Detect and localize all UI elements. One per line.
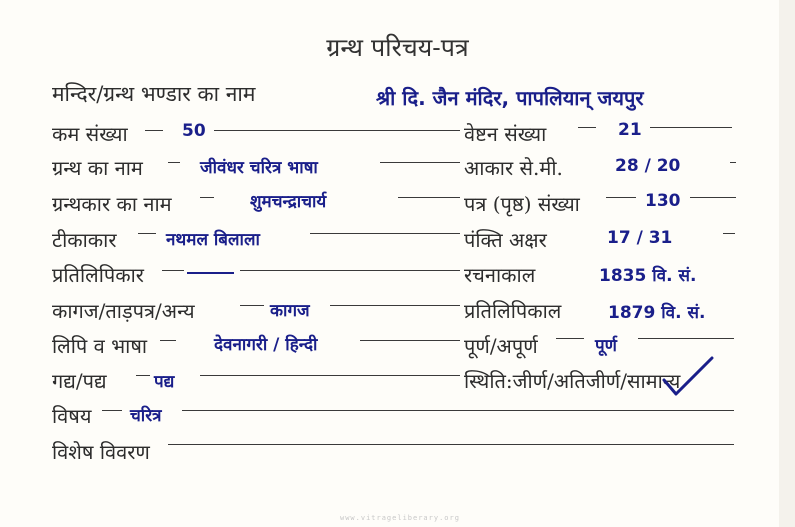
serial-no-value: 50 — [182, 121, 206, 141]
material-label: कागज/ताड़पत्र/अन्य — [52, 299, 195, 323]
copy-period-value: 1879 वि. सं. — [608, 303, 706, 323]
commentator-label: टीकाकार — [52, 228, 117, 252]
copier-label: प्रतिलिपिकार — [52, 263, 144, 287]
temple-label: मन्दिर/ग्रन्थ भण्डार का नाम — [52, 82, 256, 106]
commentator-line-b — [310, 233, 460, 234]
size-label: आकार से.मी. — [464, 156, 563, 180]
completeness-line-b — [638, 338, 734, 339]
author-line-a — [200, 197, 214, 198]
size-value: 28 / 20 — [615, 156, 681, 176]
completeness-value: पूर्ण — [595, 336, 617, 356]
serial-no-line-a — [145, 130, 163, 131]
book-name-label: ग्रन्थ का नाम — [52, 156, 143, 180]
subject-label: विषय — [52, 404, 92, 428]
material-value: कागज — [270, 301, 310, 321]
pages-label: पत्र (पृष्ठ) संख्या — [464, 192, 580, 216]
book-name-value: जीवंधर चरित्र भाषा — [200, 158, 318, 178]
temple-value: श्री दि. जैन मंदिर, पापलियान् जयपुर — [376, 86, 644, 110]
lines-letters-value: 17 / 31 — [607, 228, 673, 248]
copier-blank-dash — [187, 272, 234, 274]
material-line-b — [330, 305, 460, 306]
author-line-b — [398, 197, 460, 198]
script-language-line-b — [360, 340, 460, 341]
script-language-value: देवनागरी / हिन्दी — [214, 335, 318, 355]
lines-letters-line — [723, 233, 735, 234]
pages-line-a — [606, 197, 636, 198]
script-language-label: लिपि व भाषा — [52, 334, 148, 358]
wrapper-no-line-a — [578, 127, 596, 128]
completeness-label: पूर्ण/अपूर्ण — [464, 334, 538, 358]
special-desc-line — [168, 444, 734, 445]
copier-line-a — [162, 270, 184, 271]
pages-value: 130 — [645, 191, 681, 211]
pages-line-b — [690, 197, 736, 198]
condition-label: स्थिति:जीर्ण/अतिजीर्ण/सामान्य — [464, 369, 681, 393]
author-label: ग्रन्थकार का नाम — [52, 192, 172, 216]
special-desc-label: विशेष विवरण — [52, 440, 150, 464]
author-value: शुमचन्द्राचार्य — [250, 192, 327, 212]
prose-poetry-line-b — [200, 375, 460, 376]
subject-line-a — [102, 410, 122, 411]
card-edge — [779, 0, 795, 527]
subject-line-b — [182, 410, 734, 411]
form-title: ग्रन्थ परिचय-पत्र — [326, 33, 469, 62]
composition-period-value: 1835 वि. सं. — [599, 266, 697, 286]
wrapper-no-value: 21 — [618, 120, 642, 140]
checkmark-icon — [660, 354, 716, 400]
prose-poetry-value: पद्य — [154, 372, 175, 392]
commentator-value: नथमल बिलाला — [166, 230, 260, 250]
completeness-line-a — [556, 338, 584, 339]
watermark: www.vitrageliberary.org — [340, 514, 460, 522]
material-line-a — [240, 305, 264, 306]
book-name-line-a — [168, 162, 180, 163]
composition-period-label: रचनाकाल — [464, 263, 536, 287]
copier-line-b — [240, 270, 460, 271]
wrapper-no-line-b — [650, 127, 732, 128]
size-line — [730, 162, 736, 163]
serial-no-label: कम संख्या — [52, 122, 128, 146]
commentator-line-a — [138, 233, 156, 234]
prose-poetry-line-a — [136, 375, 150, 376]
script-language-line-a — [160, 340, 176, 341]
serial-no-line-b — [214, 130, 460, 131]
subject-value: चरित्र — [130, 406, 162, 426]
book-name-line-b — [380, 162, 460, 163]
lines-letters-label: पंक्ति अक्षर — [464, 228, 547, 252]
prose-poetry-label: गद्य/पद्य — [52, 369, 107, 393]
copy-period-label: प्रतिलिपिकाल — [464, 299, 562, 323]
wrapper-no-label: वेष्टन संख्या — [464, 122, 547, 146]
